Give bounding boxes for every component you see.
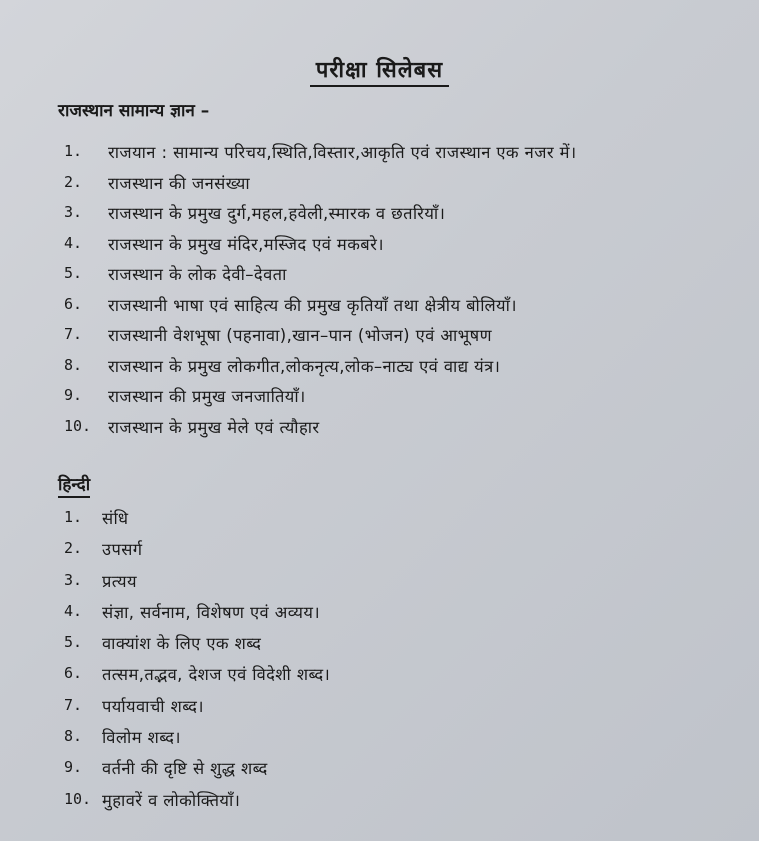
item-text: राजस्थानी भाषा एवं साहित्य की प्रमुख कृतियाँ तथा क्षेत्रीय बोलियाँ। xyxy=(108,295,517,315)
page-title-text: परीक्षा सिलेबस xyxy=(310,58,449,87)
item-number: 6. xyxy=(64,294,83,313)
item-text: मुहावरें व लोकोक्तियाँ। xyxy=(102,790,241,810)
page-title xyxy=(0,54,759,84)
item-text: वाक्यांश के लिए एक शब्द xyxy=(102,634,262,654)
item-number: 5. xyxy=(64,264,83,282)
item-number: 9. xyxy=(64,758,83,777)
item-number: 2. xyxy=(64,539,83,558)
item-number: 10. xyxy=(64,789,92,808)
item-number: 4. xyxy=(64,233,83,252)
section-heading-text: हिन्दी xyxy=(58,475,90,498)
item-number: 6. xyxy=(64,664,83,683)
item-text: राजस्थान के लोक देवी–देवता xyxy=(108,265,287,284)
item-text: उपसर्ग xyxy=(102,540,143,560)
item-text: राजस्थान के प्रमुख मंदिर,मस्जिद एवं मकबरे। xyxy=(108,234,384,254)
item-number: 1. xyxy=(64,142,83,160)
item-text: राजस्थान की जनसंख्या xyxy=(108,173,251,193)
item-number: 10. xyxy=(64,416,92,435)
item-text: विलोम शब्द। xyxy=(102,728,181,748)
item-number: 8. xyxy=(64,727,83,746)
item-text: राजस्थान के प्रमुख मेले एवं त्यौहार xyxy=(108,417,320,437)
item-text: राजयान : सामान्य परिचय,स्थिति,विस्तार,आकृति एवं राजस्थान एक नजर में। xyxy=(108,143,577,162)
item-number: 2. xyxy=(64,172,83,191)
item-number: 5. xyxy=(64,633,83,652)
item-number: 8. xyxy=(64,355,83,374)
item-number: 3. xyxy=(64,203,83,221)
item-number: 4. xyxy=(64,601,83,620)
item-number: 9. xyxy=(64,386,83,404)
section-heading-text: राजस्थान सामान्य ज्ञान – xyxy=(58,101,210,121)
item-text: राजस्थान की प्रमुख जनजातियाँ। xyxy=(108,387,306,406)
item-text: राजस्थान के प्रमुख लोकगीत,लोकनृत्य,लोक–नाट्य एवं वाद्य यंत्र। xyxy=(108,356,501,376)
item-number: 7. xyxy=(64,695,83,714)
item-text: राजस्थानी वेशभूषा (पहनावा),खान–पान (भोजन) एवं आभूषण xyxy=(108,326,492,345)
item-number: 3. xyxy=(64,570,83,589)
section-heading-hindi xyxy=(58,472,90,495)
item-text: राजस्थान के प्रमुख दुर्ग,महल,हवेली,स्मारक व छतरियाँ। xyxy=(108,204,446,223)
item-text: पर्यायवाची शब्द। xyxy=(102,696,204,716)
item-text: संधि xyxy=(102,509,129,528)
item-text: संज्ञा, सर्वनाम, विशेषण एवं अव्यय। xyxy=(102,602,320,622)
item-text: वर्तनी की दृष्टि से शुद्ध शब्द xyxy=(102,759,268,779)
item-text: तत्सम,तद्भव, देशज एवं विदेशी शब्द। xyxy=(102,665,331,685)
item-text: प्रत्यय xyxy=(102,571,137,591)
section-heading-rajasthan-gk xyxy=(58,98,209,121)
item-number: 7. xyxy=(64,325,83,343)
item-number: 1. xyxy=(64,508,83,526)
